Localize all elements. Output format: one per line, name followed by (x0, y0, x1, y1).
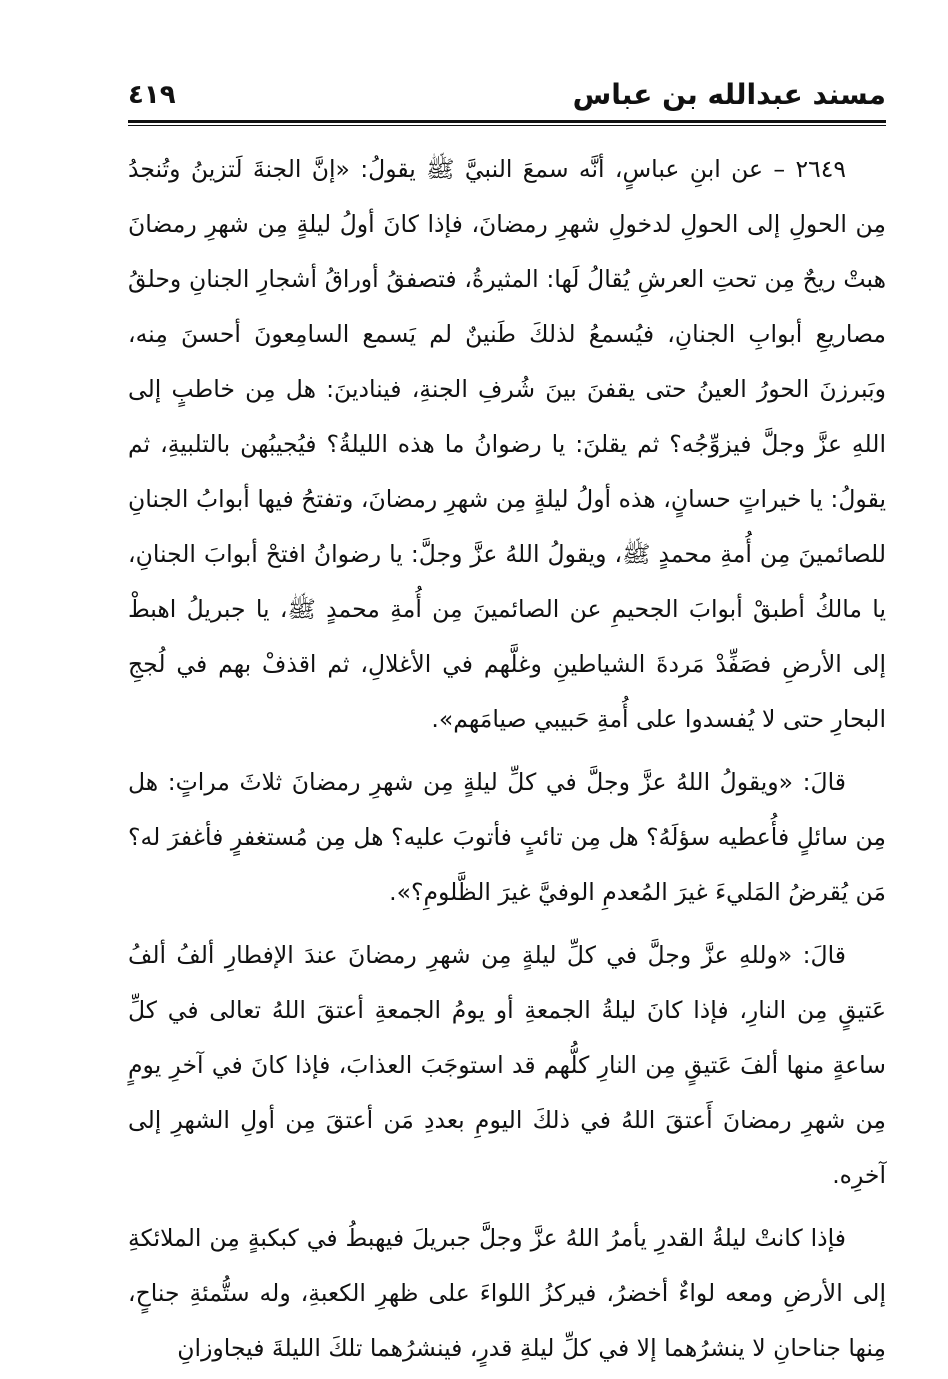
page-body (128, 142, 886, 1376)
hadith-paragraph: ٢٦٤٩ – عن ابنِ عباسٍ، أنَّه سمعَ النبيَّ ﷺ يقولُ: «إنَّ الجنةَ لَتزينُ وتُنجدُ مِن الحولِ إلى الحولِ لدخولِ شهرِ رمضانَ، فإذا كانَ أولُ ليلةٍ مِن شهرِ رمضانَ هبتْ ريحٌ مِن تحتِ العرشِ يُقالُ لَها: المثيرةُ، فتصفقُ أوراقُ أشجارِ الجنانِ وحلقُ مصاريعِ أبوابِ الجنانِ، فيُسمعُ لذلكَ طَنينٌ لم يَسمع السامِعونَ أحسنَ مِنه، وبَبرزنَ الحورُ العينُ حتى يقفنَ بينَ شُرفِ الجنةِ، فينادينَ: هل مِن خاطبٍ إلى اللهِ عزَّ وجلَّ فيزوِّجُه؟ ثم يقلنَ: يا رضوانُ ما هذه الليلةُ؟ فيُجيبُهن بالتلبيةِ، ثم يقولُ: يا خيراتٍ حسانٍ، هذه أولُ ليلةٍ مِن شهرِ رمضانَ، وتفتحُ فيها أبوابُ الجنانِ للصائمينَ مِن أُمةِ محمدٍ ﷺ، ويقولُ اللهُ عزَّ وجلَّ: يا رضوانُ افتحْ أبوابَ الجنانِ، يا مالكُ أطبقْ أبوابَ الجحيمِ عن الصائمينَ مِن أُمةِ محمدٍ ﷺ، يا جبريلُ اهبطْ إلى الأرضِ فصَفِّدْ مَردةَ الشياطينِ وغلَّهم في الأغلالِ، ثم اقذفْ بهم في لُججِ البحارِ حتى لا يُفسدوا على أُمةِ حَبيبي صيامَهم». (128, 155, 886, 733)
page-header (128, 70, 886, 118)
hadith-paragraph: قالَ: «ويقولُ اللهُ عزَّ وجلَّ في كلِّ ليلةٍ مِن شهرِ رمضانَ ثلاثَ مراتٍ: هل مِن سائلٍ فأُعطيه سؤلَهُ؟ هل مِن تائبٍ فأتوبَ عليه؟ هل مِن مُستغفرٍ فأغفرَ له؟ مَن يُقرضُ المَليءَ غيرَ المُعدمِ الوفيَّ غيرَ الظَّلومِ؟». (128, 768, 886, 906)
hadith-paragraph: فإذا كانتْ ليلةُ القدرِ يأمرُ اللهُ عزَّ وجلَّ جبريلَ فيهبطُ في كبكبةٍ مِن الملائكةِ إلى الأرضِ ومعه لواءٌ أخضرُ، فيركزُ اللواءَ على ظهرِ الكعبةِ، وله ستُّمئةِ جناحٍ، مِنها جناحانِ لا ينشرُهما إلا في كلِّ ليلةِ قدرٍ، فينشرُهما تلكَ الليلةَ فيجاوزانِ (128, 1224, 886, 1362)
hadith-paragraph: قالَ: «وللهِ عزَّ وجلَّ في كلِّ ليلةٍ مِن شهرِ رمضانَ عندَ الإفطارِ ألفُ ألفُ عَتيقٍ مِن النارِ، فإذا كانَ ليلةُ الجمعةِ أو يومُ الجمعةِ أعتقَ اللهُ تعالى في كلِّ ساعةٍ منها ألفَ عَتيقٍ مِن النارِ كلُّهم قد استوجَبَ العذابَ، فإذا كانَ في آخرِ يومٍ مِن شهرِ رمضانَ أَعتقَ اللهُ في ذلكَ اليومِ بعددِ مَن أعتقَ مِن أولِ الشهرِ إلى آخرِه. (128, 941, 886, 1189)
running-title: مسند عبدالله بن عباس (572, 78, 886, 111)
page-number: ٤١٩ (128, 80, 176, 110)
header-rule (128, 120, 886, 126)
